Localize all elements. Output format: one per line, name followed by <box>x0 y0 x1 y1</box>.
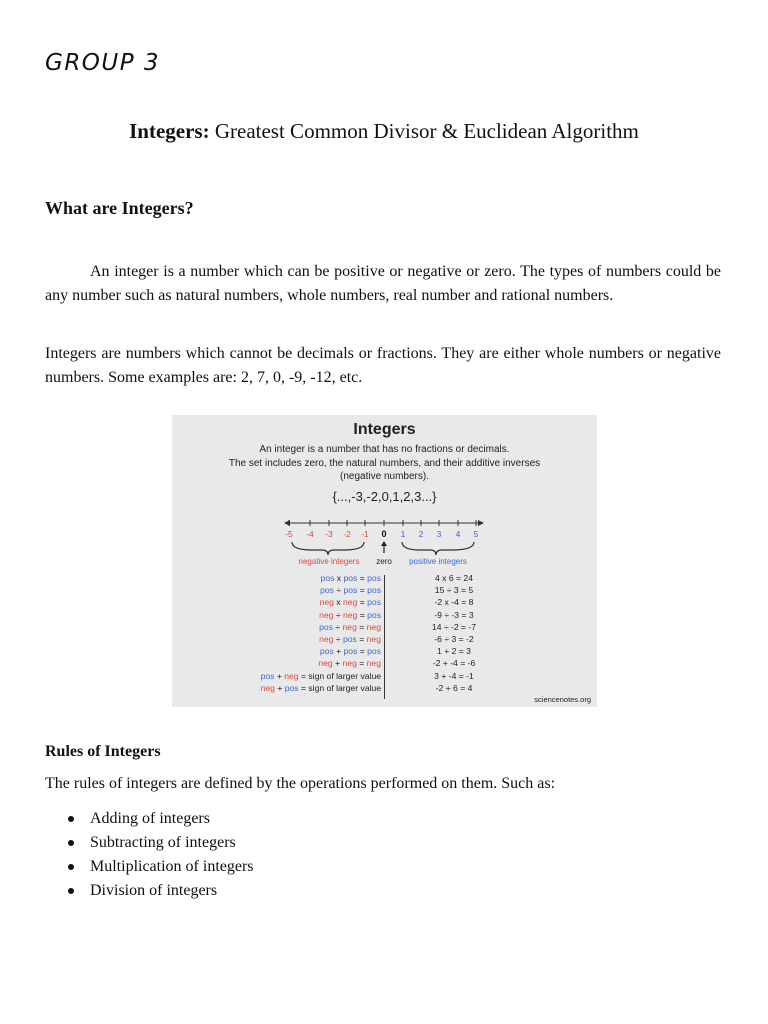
paragraph-integer-examples: Integers are numbers which cannot be decimals or fractions. They are either whole numbers or negative numbers. Some examples are: 2, 7, 0, -9, -12, etc. <box>45 345 721 386</box>
sign-rule <box>172 572 381 584</box>
sign-rule <box>172 584 381 596</box>
negative-brace-icon <box>292 542 364 555</box>
sign-rule-part: pos <box>284 682 299 693</box>
negative-integers-label: negative integers <box>298 557 360 566</box>
right-arrow-icon <box>478 520 484 526</box>
tick-label-pos-3: 3 <box>436 529 442 539</box>
rule-examples <box>394 572 514 694</box>
sign-rule-part: ÷ <box>333 585 344 596</box>
sign-rule-part: pos <box>367 585 381 596</box>
rule-example: -2 x -4 = 8 <box>434 597 474 608</box>
tick-label-neg-1: -1 <box>361 529 369 539</box>
sign-rule-part: + <box>274 682 285 693</box>
sign-rule <box>172 657 381 669</box>
paragraph-rules-intro: The rules of integers are defined by the operations performed on them. Such as: <box>45 775 556 792</box>
sign-rule-part: neg <box>260 682 275 693</box>
positive-brace-icon <box>402 542 474 555</box>
tick-label-neg-3: -3 <box>325 529 333 539</box>
number-line-labels <box>285 529 478 539</box>
sign-rule-part: ÷ <box>333 634 343 645</box>
tick-label-zero: 0 <box>381 529 387 539</box>
sign-rule-part: pos <box>367 573 381 583</box>
sign-rule-part: neg <box>318 658 333 669</box>
list-item: Multiplication of integers <box>45 855 254 879</box>
sign-rule-part: pos <box>260 670 275 681</box>
zero-label: zero <box>376 557 392 566</box>
sign-rule-part: + <box>333 646 344 657</box>
tick-label-neg-4: -4 <box>306 529 314 539</box>
sign-rule-part: neg <box>342 658 357 669</box>
rules-divider <box>384 575 385 699</box>
heading-rules-of-integers: Rules of Integers <box>45 743 161 760</box>
sign-rule-part: neg <box>342 621 357 632</box>
sign-rule-part: = sign of larger value <box>298 670 381 681</box>
figure-subtitle-3: (negative numbers). <box>340 471 429 482</box>
number-line <box>172 513 597 571</box>
sign-rule-part: x <box>334 573 344 583</box>
figure-title: Integers <box>353 421 416 438</box>
figure-subtitle-1: An integer is a number that has no fractions or decimals. <box>259 444 510 455</box>
rule-example: 15 ÷ 3 = 5 <box>434 585 474 596</box>
positive-integers-label: positive integers <box>409 557 467 566</box>
rule-example: -2 + 6 = 4 <box>435 682 473 693</box>
sign-rule-part: pos <box>367 646 381 657</box>
title-bold: Integers: <box>129 119 210 143</box>
sign-rule-part: neg <box>319 634 334 645</box>
sign-rule-part: x <box>333 597 343 608</box>
sign-rule-part: + <box>332 658 343 669</box>
sign-rule-part: = <box>357 646 368 657</box>
sign-rule-part: = <box>357 585 368 596</box>
sign-rule-part: = <box>357 573 368 583</box>
sign-rule-part: pos <box>343 634 357 645</box>
integers-infographic <box>172 415 597 707</box>
sign-rule-part: pos <box>319 646 334 657</box>
sign-rule-part: pos <box>319 621 334 632</box>
figure-credit: sciencenotes.org <box>534 695 591 704</box>
tick-label-pos-2: 2 <box>418 529 424 539</box>
rule-example: 3 + -4 = -1 <box>434 670 474 681</box>
tick-label-neg-5: -5 <box>285 529 293 539</box>
group-label: GROUP 3 <box>45 50 161 76</box>
sign-rule-part: = sign of larger value <box>298 682 381 693</box>
sign-rule-part: pos <box>343 573 358 583</box>
sign-rule-part: + <box>274 670 285 681</box>
tick-label-pos-1: 1 <box>400 529 406 539</box>
sign-rule <box>172 682 381 694</box>
operations-list <box>45 807 254 903</box>
sign-rules <box>172 572 381 694</box>
sign-rule-part: pos <box>343 646 358 657</box>
sign-rule-part: ÷ <box>333 609 343 620</box>
sign-rule-part: = <box>356 621 367 632</box>
tick-label-pos-4: 4 <box>455 529 461 539</box>
sign-rule-part: pos <box>343 585 358 596</box>
sign-rule-part: neg <box>319 597 334 608</box>
rule-example: 4 x 6 = 24 <box>435 573 473 583</box>
sign-rule-part: neg <box>366 634 381 645</box>
sign-rule-part: neg <box>343 597 358 608</box>
sign-rule <box>172 633 381 645</box>
sign-rule-part: = <box>357 609 368 620</box>
sign-rule-part: neg <box>319 609 334 620</box>
up-arrow-icon <box>381 541 387 546</box>
sign-rule-part: neg <box>343 609 358 620</box>
sign-rule-part: pos <box>320 585 334 596</box>
sign-rule <box>172 645 381 657</box>
tick-label-neg-2: -2 <box>343 529 351 539</box>
list-item: Subtracting of integers <box>45 831 254 855</box>
tick-label-pos-5: 5 <box>473 529 479 539</box>
sign-rule-part: pos <box>367 597 381 608</box>
rule-example: 1 + 2 = 3 <box>437 646 471 657</box>
document-title <box>0 119 768 144</box>
sign-rule-part: = <box>356 634 367 645</box>
sign-rule-part: pos <box>367 609 381 620</box>
title-rest: Greatest Common Divisor & Euclidean Algorithm <box>209 119 639 143</box>
sign-rule <box>172 670 381 682</box>
sign-rule-part: = <box>357 597 368 608</box>
sign-rule-part: neg <box>366 621 381 632</box>
rule-example: -2 + -4 = -6 <box>432 658 476 669</box>
heading-what-are-integers: What are Integers? <box>45 198 194 218</box>
sign-rule-part: = <box>356 658 367 669</box>
sign-rule-part: neg <box>284 670 299 681</box>
list-item: Adding of integers <box>45 807 254 831</box>
sign-rule <box>172 621 381 633</box>
rule-example: -6 ÷ 3 = -2 <box>434 634 474 645</box>
sign-rule-part: ÷ <box>333 621 343 632</box>
sign-rule-part: neg <box>366 658 381 669</box>
sign-rule <box>172 596 381 608</box>
rule-example: -9 ÷ -3 = 3 <box>434 609 474 620</box>
rule-example: 14 ÷ -2 = -7 <box>431 621 477 632</box>
integer-set-notation: {...,-3,-2,0,1,2,3...} <box>332 489 437 504</box>
figure-subtitle-2: The set includes zero, the natural numbers, and their additive inverses <box>228 458 541 469</box>
sign-rule-part: pos <box>320 573 335 583</box>
sign-rule <box>172 609 381 621</box>
paragraph-integer-definition: An integer is a number which can be positive or negative or zero. The types of numbers could be any number such as natural numbers, whole numbers, real number and rational numbers. <box>45 263 721 304</box>
list-item: Division of integers <box>45 879 254 903</box>
